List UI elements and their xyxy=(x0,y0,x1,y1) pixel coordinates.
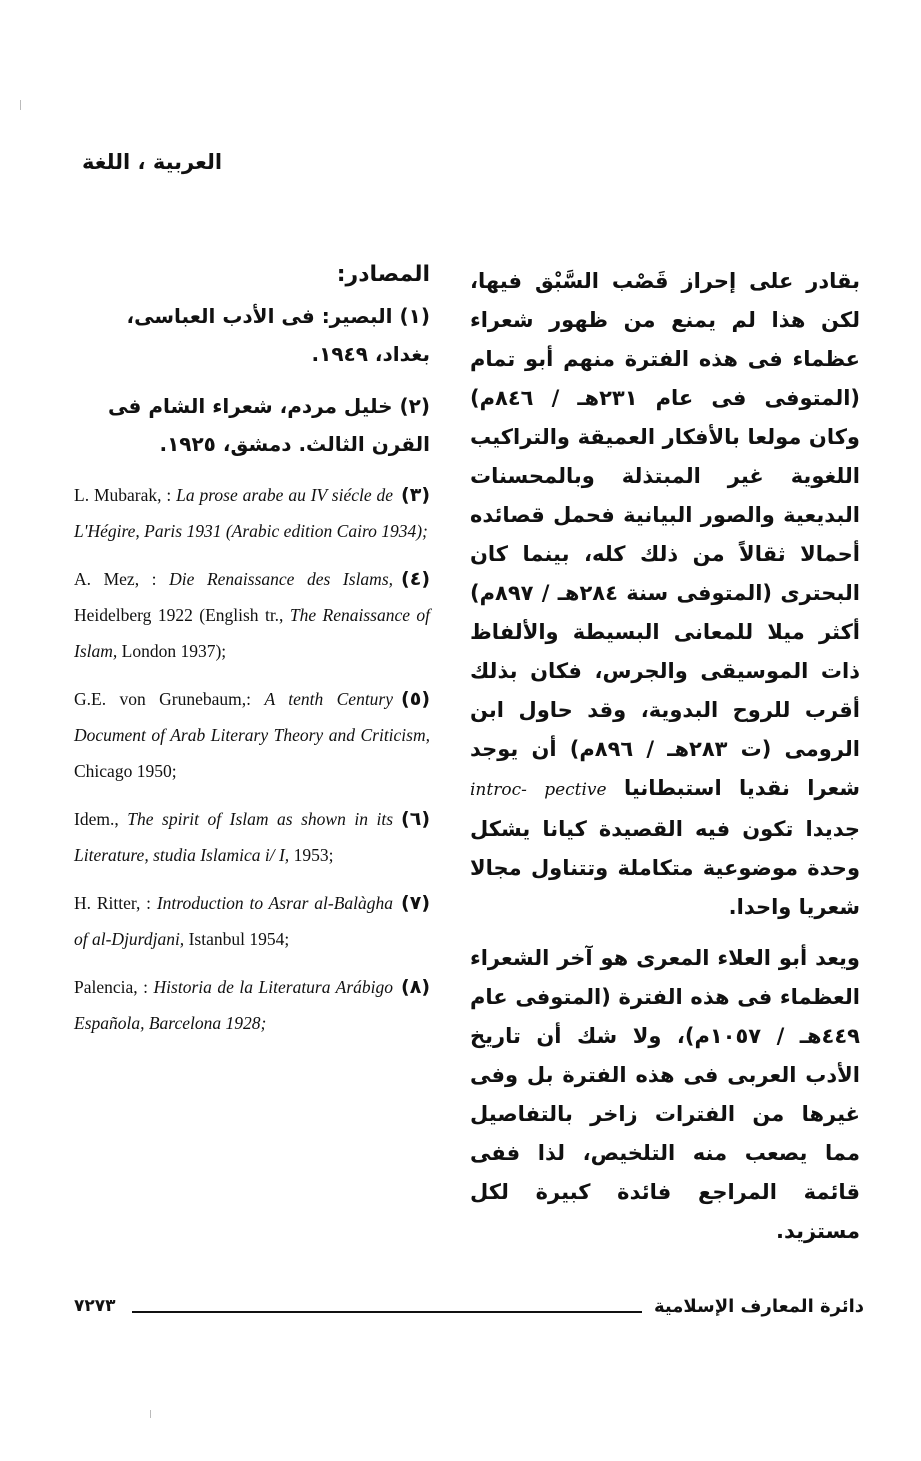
body-paragraph-1-end: جديدا تكون فيه القصيدة كيانا يشكل وحدة موضوعية متكاملة وتتناول مجالا شعريا واحدا. xyxy=(470,817,860,919)
reference-6 xyxy=(74,801,430,873)
reference-8 xyxy=(74,969,430,1041)
latin-term-part2: pective xyxy=(544,780,607,800)
reference-details: Heidelberg 1922 (English tr., xyxy=(74,605,284,625)
reference-7 xyxy=(74,885,430,957)
reference-title: Die Renaissance des Islams, xyxy=(169,569,394,589)
reference-details: Chicago 1950; xyxy=(74,761,177,781)
reference-author: G.E. von Grunebaum,: xyxy=(74,689,252,709)
reference-number: (٨) xyxy=(401,976,430,998)
reference-3 xyxy=(74,477,430,549)
reference-number: (٦) xyxy=(401,808,430,830)
reference-number: (٥) xyxy=(401,688,430,710)
reference-5 xyxy=(74,681,430,789)
main-text-column xyxy=(470,262,860,1263)
reference-details-2: London 1937); xyxy=(121,641,227,661)
body-paragraph-2: ويعد أبو العلاء المعرى هو آخر الشعراء العظماء فى هذه الفترة (المتوفى عام ٤٤٩هـ / ١٠٥٧م)، ولا شك أن تاريخ الأدب العربى فى هذه الفترة بل وفى غيرها من الفترات زاخر بالتفاصيل مما يصعب منه التلخيص، لذا ففى قائمة المراجع فائدة كبيرة لكل مستزيد. xyxy=(470,946,860,1243)
publication-title: دائرة المعارف الإسلامية xyxy=(653,1296,864,1317)
body-paragraph-1-text: بقادر على إحراز قَصْب السَّبْق فيها، لكن هذا لم يمنع من ظهور شعراء عظماء فى هذه الفترة منهم أبو تمام (المتوفى فى عام ٢٣١هـ / ٨٤٦م) وكان مولعا بالأفكار العميقة والتراكيب اللغوية غير المبتذلة وبالمحسنات البديعية والصور البيانية فحمل قصائده أحمالا ثقالاً من ذلك كله، بينما كان البحترى (المتوفى سنة ٢٨٤هـ / ٨٩٧م) أكثر ميلا للمعانى البسيطة والألفاظ ذات الموسيقى والجرس، فكان بذلك أقرب للروح البدوية، وقد حاول ابن الرومى (ت ٢٨٣هـ / ٨٩٦م) أن يوجد شعرا نقديا استبطانيا xyxy=(470,269,861,800)
footer-rule xyxy=(132,1311,642,1313)
reference-number: (٣) xyxy=(401,484,430,506)
reference-details: Istanbul 1954; xyxy=(188,929,290,949)
reference-title: Introduction to Asrar al-Balàgha of al-Djurdjani, xyxy=(74,893,394,949)
sources-title: المصادر: xyxy=(336,262,430,287)
latin-term-part1: introc- xyxy=(470,780,527,800)
reference-title: La prose arabe au IV siécle de L'Hégire, Paris 1931 (Arabic edition Cairo 1934); xyxy=(74,485,428,541)
reference-author: Idem., xyxy=(74,809,119,829)
reference-number: (٤) xyxy=(401,568,430,590)
reference-2: (٢) خليل مردم، شعراء الشام فى القرن الثالث. دمشق، ١٩٢٥. xyxy=(108,394,430,456)
reference-4 xyxy=(74,561,430,669)
sources-column xyxy=(74,262,430,1053)
page-number: ٧٢٧٣ xyxy=(74,1296,116,1316)
page-footer xyxy=(74,1296,864,1326)
reference-author: H. Ritter, : xyxy=(74,893,152,913)
reference-title: The spirit of Islam as shown in its Literature, studia Islamica i/ I, xyxy=(74,809,394,865)
body-paragraph-1 xyxy=(470,262,860,927)
reference-author: A. Mez, : xyxy=(74,569,157,589)
reference-author: Palencia, : xyxy=(74,977,149,997)
scan-mark xyxy=(150,1410,151,1418)
reference-title-2: The Renaissance of Islam, xyxy=(74,605,431,661)
reference-title: Historia de la Literatura Arábigo Española, Barcelona 1928; xyxy=(74,977,394,1033)
scan-mark xyxy=(20,100,21,110)
reference-title: A tenth Century Document of Arab Literary Theory and Criticism, xyxy=(74,689,430,745)
reference-1: (١) البصير: فى الأدب العباسى، بغداد، ١٩٤٩. xyxy=(126,304,430,366)
reference-details: 1953; xyxy=(293,845,334,865)
reference-author: L. Mubarak, : xyxy=(74,485,172,505)
running-header: العربية ، اللغة xyxy=(82,150,223,174)
reference-number: (٧) xyxy=(401,892,430,914)
